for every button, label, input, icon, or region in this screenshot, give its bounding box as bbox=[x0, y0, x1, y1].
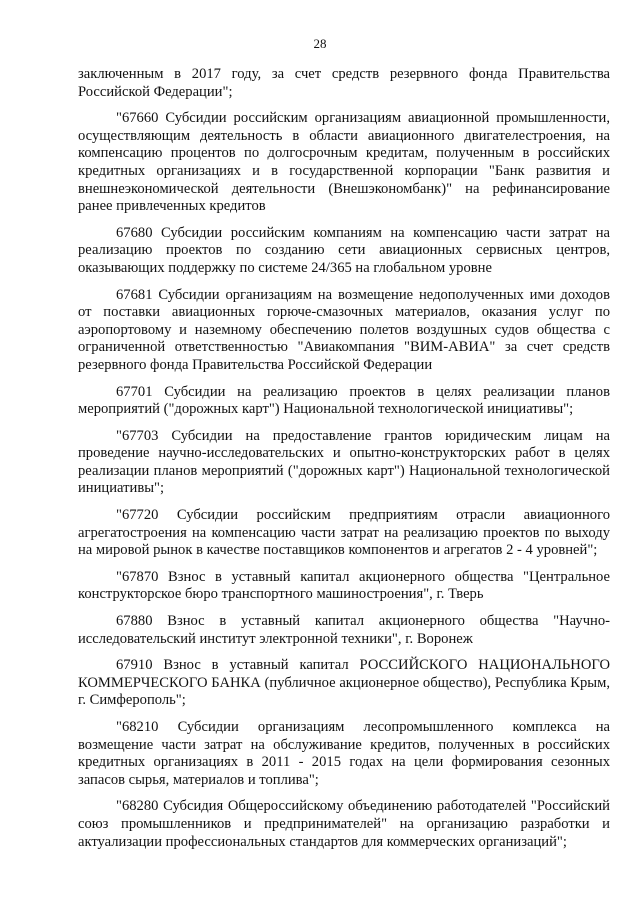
paragraph-67880: 67880 Взнос в уставный капитал акционерного общества "Научно-исследовательский институт электронной техники", г. Воронеж bbox=[78, 613, 610, 647]
paragraph-67701: 67701 Субсидии на реализацию проектов в целях реализации планов мероприятий ("дорожных карт") Национальной технологической инициативы"; bbox=[78, 383, 610, 418]
paragraph-67680: 67680 Субсидии российским компаниям на компенсацию части затрат на реализацию проектов по созданию сети авиационных сервисных центров, оказывающих поддержку по системе 24/365 на глобальном уровне bbox=[78, 224, 610, 276]
paragraph-67703: "67703 Субсидии на предоставление грантов юридическим лицам на проведение научно-исследовательских и опытно-конструкторских работ в целях реализации планов мероприятий ("дорожных карт") Национальной технологической инициативы"; bbox=[78, 427, 610, 497]
paragraph-68210: "68210 Субсидии организациям лесопромышленного комплекса на возмещение части затрат на обслуживание кредитов, полученных в российских кредитных организациях в 2011 - 2015 годах на цели формирования сезонных запасов сырья, материалов и топлива"; bbox=[78, 719, 610, 788]
paragraph-68280: "68280 Субсидия Общероссийскому объединению работодателей "Российский союз промышленников и предпринимателей" на организацию разработки и актуализации профессиональных стандартов для коммерческих организаций"; bbox=[78, 798, 610, 850]
paragraph-67720: "67720 Субсидии российским предприятиям отрасли авиационного агрегатостроения на компенсацию части затрат на реализацию проектов по выходу на мировой рынок в качестве поставщиков компонентов и агрегатов 2 - 4 уровней"; bbox=[78, 507, 610, 559]
paragraph-67870: "67870 Взнос в уставный капитал акционерного общества "Центральное конструкторское бюро транспортного машиностроения", г. Тверь bbox=[78, 568, 610, 603]
paragraph-continuation: заключенным в 2017 году, за счет средств резервного фонда Правительства Российской Федерации"; bbox=[78, 66, 610, 100]
paragraph-67660: "67660 Субсидии российским организациям авиационной промышленности, осуществляющим деятельность в области авиационного двигателестроения, на компенсацию процентов по долгосрочным кредитам, полученным в российских кредитных организациях и в государственной корпорации "Банк развития и внешнеэкономической деятельности (Внешэкономбанк)" на рефинансирование ранее привлеченных кредитов bbox=[78, 110, 610, 215]
paragraph-67910: 67910 Взнос в уставный капитал РОССИЙСКОГО НАЦИОНАЛЬНОГО КОММЕРЧЕСКОГО БАНКА (публичное акционерное общество), Республика Крым, г. Симферополь"; bbox=[78, 657, 610, 709]
document-body bbox=[78, 66, 610, 860]
paragraph-67681: 67681 Субсидии организациям на возмещение недополученных ими доходов от поставки авиационных горюче-смазочных материалов, оказания услуг по аэропортовому и наземному обеспечению полетов воздушных судов общества с ограниченной ответственностью "Авиакомпания "ВИМ-АВИА" за счет средств резервного фонда Правительства Российской Федерации bbox=[78, 286, 610, 373]
page-number: 28 bbox=[313, 36, 327, 51]
